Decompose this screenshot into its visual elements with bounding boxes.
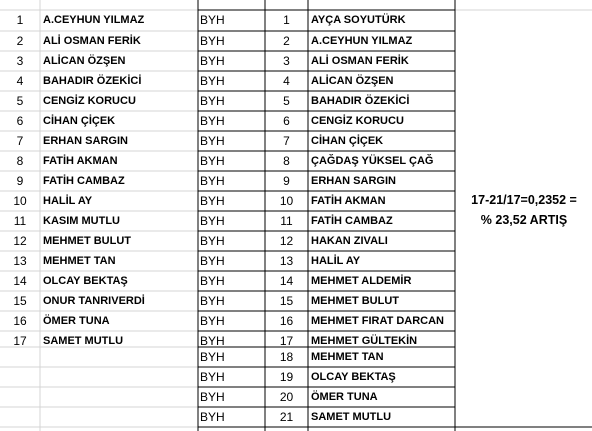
left-row-number: 12 bbox=[13, 234, 27, 248]
right-row-number: 13 bbox=[279, 254, 294, 268]
left-row-number: 7 bbox=[16, 134, 24, 148]
right-row-number: 21 bbox=[279, 410, 294, 424]
right-row-number: 18 bbox=[279, 350, 294, 364]
left-row-name: ALİ OSMAN FERİK bbox=[43, 35, 141, 47]
right-row-number: 2 bbox=[283, 34, 290, 48]
left-row-name: ALİCAN ÖZŞEN bbox=[43, 55, 126, 67]
right-row-number: 4 bbox=[283, 74, 290, 88]
left-row-code: BYH bbox=[200, 134, 225, 148]
left-row-name: CİHAN ÇİÇEK bbox=[43, 115, 116, 127]
right-row-number: 6 bbox=[283, 114, 290, 128]
right-row-name: CENGİZ KORUCU bbox=[311, 115, 404, 127]
left-row-code: BYH bbox=[200, 54, 225, 68]
left-row-name: ERHAN SARGIN bbox=[43, 135, 128, 147]
right-row-name: MEHMET BULUT bbox=[311, 295, 399, 307]
right-row-name: CİHAN ÇİÇEK bbox=[311, 135, 384, 147]
right-row-number: 8 bbox=[283, 154, 290, 168]
right-row-number: 3 bbox=[283, 54, 290, 68]
right-row-name: HALİL AY bbox=[311, 255, 361, 267]
left-row-code: BYH bbox=[200, 294, 225, 308]
left-row-name: SAMET MUTLU bbox=[43, 335, 124, 347]
right-row-number: 16 bbox=[279, 314, 294, 328]
left-row-code: BYH bbox=[200, 74, 225, 88]
left-row-name: BAHADIR ÖZEKİCİ bbox=[43, 75, 142, 87]
left-row-name: CENGİZ KORUCU bbox=[43, 95, 136, 107]
left-row-name: MEHMET BULUT bbox=[43, 235, 131, 247]
left-row-number: 10 bbox=[13, 194, 27, 208]
right-row-name: MEHMET FIRAT DARCAN bbox=[311, 315, 445, 327]
left-row-name: A.CEYHUN YILMAZ bbox=[43, 14, 145, 26]
left-row-code: BYH bbox=[200, 314, 225, 328]
left-row-name: HALİL AY bbox=[43, 195, 93, 207]
left-row-name: FATİH AKMAN bbox=[43, 155, 118, 167]
left-row-code: BYH bbox=[200, 274, 225, 288]
right-row-number: 17 bbox=[279, 334, 294, 348]
left-row-number: 14 bbox=[13, 274, 27, 288]
right-row-number: 11 bbox=[280, 214, 293, 228]
right-row-name: ÖMER TUNA bbox=[311, 391, 378, 403]
left-row-code: BYH bbox=[200, 34, 225, 48]
right-row-number: 9 bbox=[283, 174, 290, 188]
right-row-number: 14 bbox=[279, 274, 294, 288]
left-row-code: BYH bbox=[200, 214, 225, 228]
right-row-name: ALİ OSMAN FERİK bbox=[311, 55, 409, 67]
left-row-number: 16 bbox=[13, 314, 27, 328]
left-row-number: 9 bbox=[16, 174, 24, 188]
right-row-name: A.CEYHUN YILMAZ bbox=[311, 35, 413, 47]
left-row-code: BYH bbox=[200, 13, 225, 27]
left-row-number: 1 bbox=[16, 13, 24, 27]
left-row-number: 3 bbox=[16, 54, 24, 68]
right-row-name: SAMET MUTLU bbox=[311, 411, 392, 423]
increase-summary bbox=[456, 190, 592, 230]
right-row-number: 15 bbox=[279, 294, 294, 308]
left-row-number: 13 bbox=[13, 254, 27, 268]
right-row-number: 12 bbox=[279, 234, 294, 248]
left-row-code: BYH bbox=[200, 154, 225, 168]
left-row-number: 4 bbox=[16, 74, 24, 88]
left-row-name: KASIM MUTLU bbox=[43, 215, 120, 227]
right-row-name: OLCAY BEKTAŞ bbox=[311, 371, 396, 383]
left-row-code: BYH bbox=[200, 114, 225, 128]
right-row-name: ERHAN SARGIN bbox=[311, 175, 396, 187]
right-row-name: FATİH AKMAN bbox=[311, 195, 386, 207]
right-row-number: 5 bbox=[283, 94, 290, 108]
right-row-name: MEHMET TAN bbox=[311, 351, 384, 363]
right-row-name: FATİH CAMBAZ bbox=[311, 215, 393, 227]
extra-row-code: BYH bbox=[200, 390, 225, 404]
left-row-name: OLCAY BEKTAŞ bbox=[43, 275, 128, 287]
left-row-number: 15 bbox=[13, 294, 27, 308]
left-row-number: 11 bbox=[13, 214, 27, 228]
left-row-name: FATİH CAMBAZ bbox=[43, 175, 125, 187]
extra-row-code: BYH bbox=[200, 350, 225, 364]
left-row-code: BYH bbox=[200, 334, 225, 348]
left-row-number: 6 bbox=[16, 114, 24, 128]
extra-row-code: BYH bbox=[200, 370, 225, 384]
right-row-number: 7 bbox=[283, 134, 290, 148]
left-row-name: MEHMET TAN bbox=[43, 255, 116, 267]
summary-percent: % 23,52 ARTIŞ bbox=[480, 213, 568, 227]
right-row-name: ÇAĞDAŞ YÜKSEL ÇAĞ bbox=[311, 155, 434, 167]
left-row-code: BYH bbox=[200, 94, 225, 108]
right-row-number: 10 bbox=[279, 194, 294, 208]
left-row-name: ÖMER TUNA bbox=[43, 315, 110, 327]
extra-row-code: BYH bbox=[200, 410, 225, 424]
left-row-number: 2 bbox=[16, 34, 24, 48]
left-row-code: BYH bbox=[200, 234, 225, 248]
left-row-number: 8 bbox=[16, 154, 24, 168]
left-row-number: 5 bbox=[16, 94, 24, 108]
left-row-code: BYH bbox=[200, 254, 225, 268]
right-row-name: HAKAN ZIVALI bbox=[311, 235, 388, 247]
right-row-number: 19 bbox=[279, 370, 294, 384]
right-row-name: ALİCAN ÖZŞEN bbox=[311, 75, 394, 87]
right-row-name: MEHMET GÜLTEKİN bbox=[311, 335, 418, 347]
left-row-number: 17 bbox=[13, 334, 27, 348]
summary-formula: 17-21/17=0,2352 = bbox=[471, 193, 577, 207]
left-row-name: ONUR TANRIVERDİ bbox=[43, 295, 145, 307]
right-row-name: MEHMET ALDEMİR bbox=[311, 275, 412, 287]
right-row-name: AYÇA SOYUTÜRK bbox=[311, 14, 406, 26]
left-row-code: BYH bbox=[200, 194, 225, 208]
right-row-name: BAHADIR ÖZEKİCİ bbox=[311, 95, 410, 107]
left-row-code: BYH bbox=[200, 174, 225, 188]
right-row-number: 1 bbox=[283, 13, 290, 27]
right-row-number: 20 bbox=[279, 390, 294, 404]
